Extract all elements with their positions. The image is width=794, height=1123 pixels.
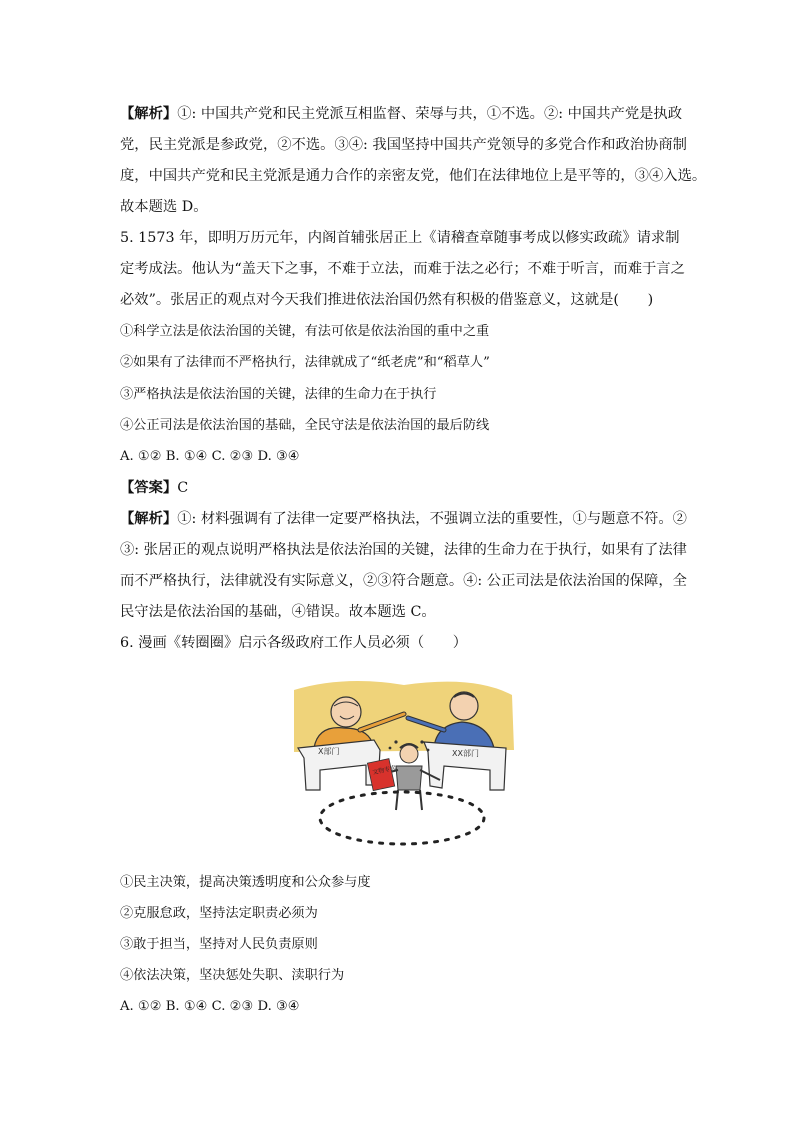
q4-analysis-line-4: 故本题选 D。	[120, 199, 208, 215]
q5-stem-line-1: 5. 1573 年，即明万历元年，内阁首辅张居正上《请稽查章随事考成以修实政疏》请求制	[120, 230, 680, 246]
document-label: 文物专卖	[371, 764, 397, 777]
answer-tag: 【答案】	[120, 480, 178, 496]
q4-analysis-line-2: 党，民主党派是参政党，②不选。③④: 我国坚持中国共产党领导的多党合作和政治协商制	[120, 137, 687, 153]
cartoon-illustration	[284, 670, 520, 856]
citizen-body	[396, 766, 422, 790]
left-desk-sign: X部门	[318, 747, 340, 756]
q5-option-4: ④公正司法是依法治国的基础，全民守法是依法治国的最后防线	[120, 418, 490, 433]
analysis-tag: 【解析】	[120, 511, 178, 527]
q5-answer-line	[120, 478, 188, 498]
analysis-text: ①: 中国共产党和民主党派互相监督、荣辱与共，①不选。②: 中国共产党是执政	[177, 106, 683, 122]
q4-analysis-line-1	[120, 104, 682, 124]
q5-stem-line-3: 必效”。张居正的观点对今天我们推进依法治国仍然有积极的借鉴意义，这就是( )	[120, 292, 654, 308]
q5-option-1: ①科学立法是依法治国的关键，有法可依是依法治国的重中之重	[120, 324, 490, 339]
q4-analysis-line-3: 度，中国共产党和民主党派是通力合作的亲密友党，他们在法律地位上是平等的，③④入选。	[120, 168, 707, 184]
analysis-tag: 【解析】	[120, 106, 178, 122]
right-desk-sign: XX部门	[452, 749, 479, 758]
answer-value: C	[177, 480, 189, 496]
red-document	[367, 758, 399, 791]
q6-choices: A. ①② B. ①④ C. ②③ D. ③④	[120, 999, 300, 1014]
q6-option-1: ①民主决策，提高决策透明度和公众参与度	[120, 875, 371, 890]
q5-choices: A. ①② B. ①④ C. ②③ D. ③④	[120, 449, 300, 464]
footprint-circle	[320, 792, 484, 844]
q5-analysis-line-4: 民守法是依法治国的基础，④错误。故本题选 C。	[120, 604, 436, 620]
q5-analysis-line-2: ③: 张居正的观点说明严格执法是依法治国的关键，法律的生命力在于执行，如果有了法律	[120, 542, 687, 558]
q6-option-4: ④依法决策，坚决惩处失职、渎职行为	[120, 968, 345, 983]
q6-stem: 6. 漫画《转圈圈》启示各级政府工作人员必须（ ）	[120, 635, 468, 651]
analysis-text: ①: 材料强调有了法律一定要严格执法，不强调立法的重要性，①与题意不符。②	[177, 511, 687, 527]
q5-option-3: ③严格执法是依法治国的关键，法律的生命力在于执行	[120, 387, 437, 402]
q5-analysis-line-1	[120, 509, 687, 529]
q5-option-2: ②如果有了法律而不严格执行，法律就成了“纸老虎”和“稻草人”	[120, 355, 490, 370]
citizen-head	[400, 745, 418, 763]
q6-option-3: ③敢于担当，坚持对人民负责原则	[120, 937, 318, 952]
q6-option-2: ②克服怠政，坚持法定职责必须为	[120, 906, 318, 921]
q5-stem-line-2: 定考成法。他认为“盖天下之事，不难于立法，而难于法之必行；不难于听言，而难于言之	[120, 261, 685, 277]
q5-analysis-line-3: 而不严格执行，法律就没有实际意义，②③符合题意。④: 公正司法是依法治国的保障，全	[120, 573, 687, 589]
